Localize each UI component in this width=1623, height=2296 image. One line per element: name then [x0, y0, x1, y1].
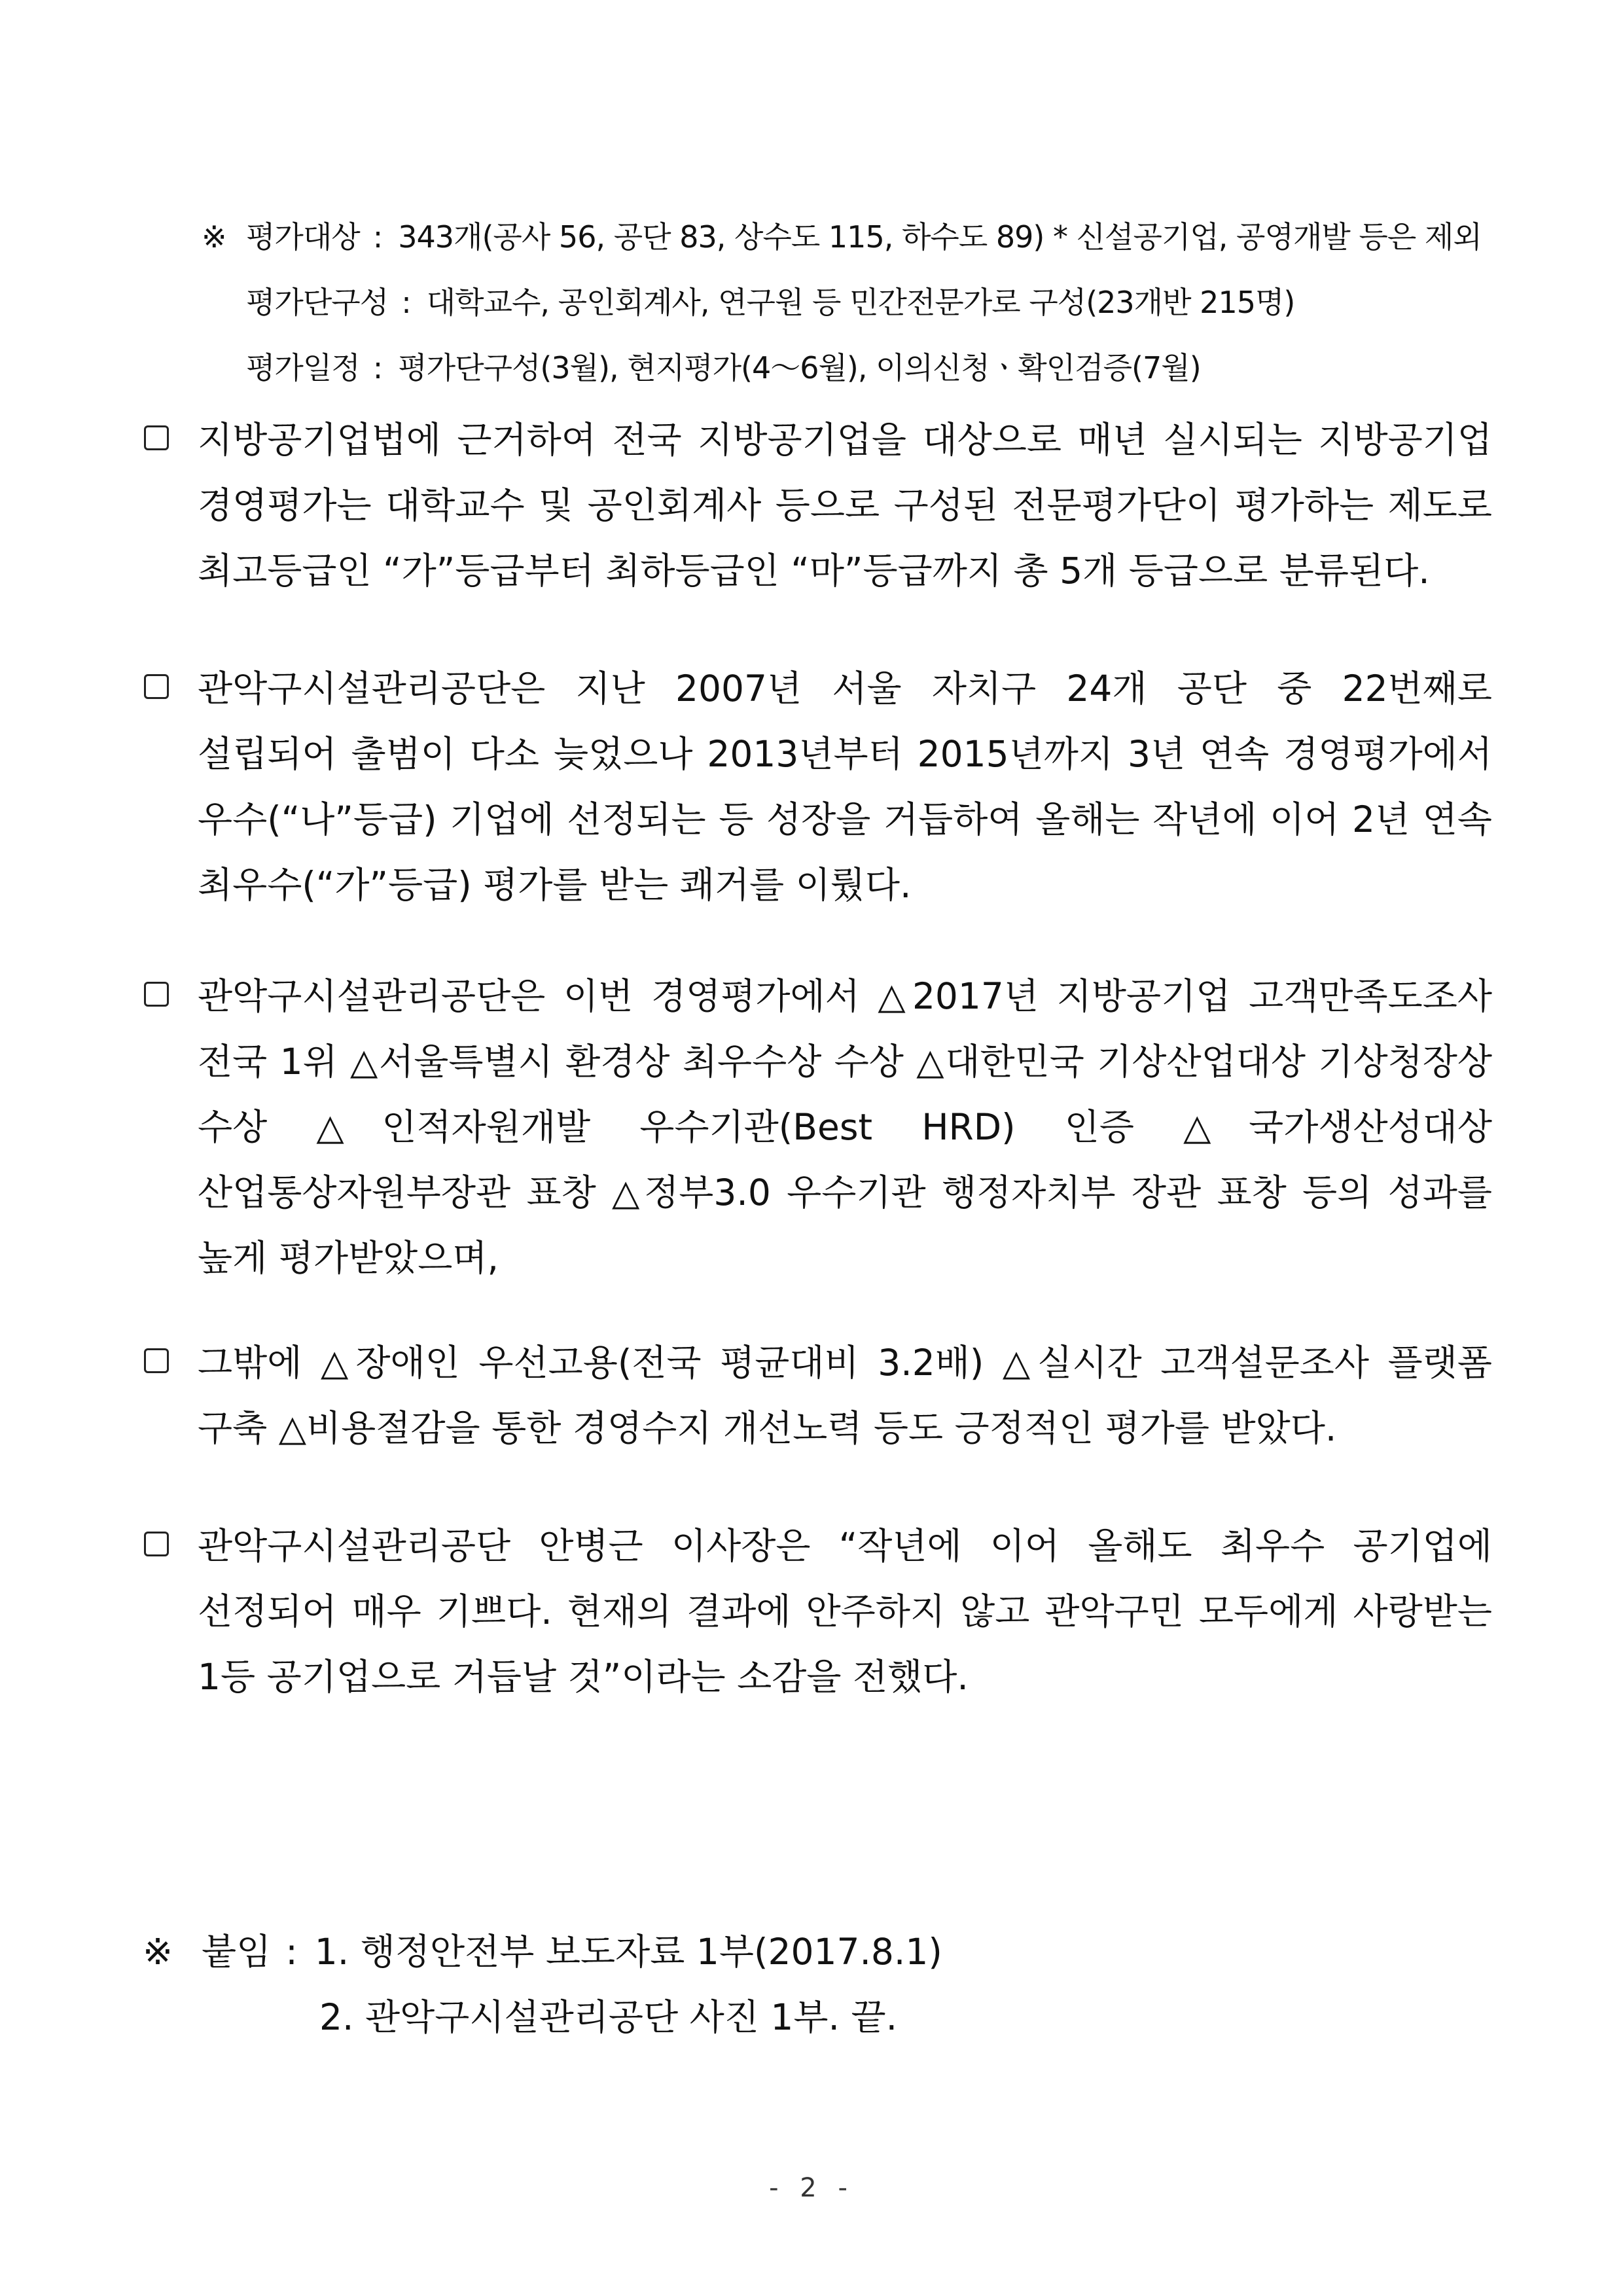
attachment-mark: ※ — [143, 1931, 173, 1973]
note-line-schedule — [202, 335, 1504, 401]
attachment-item: 2. 관악구시설관리공단 사진 1부. 끝. — [319, 1996, 898, 2038]
bullet-paragraph — [144, 407, 1492, 603]
attachment-indent — [143, 1984, 319, 2050]
note-value: 평가단구성(3월), 현지평가(4～6월), 이의신청ㆍ확인검증(7월) — [398, 350, 1201, 386]
checkbox-bullet-icon — [144, 425, 169, 450]
attachment-separator: : — [285, 1931, 298, 1973]
attachment-item: 1. 행정안전부 보도자료 1부(2017.8.1) — [314, 1931, 942, 1973]
checkbox-bullet-icon — [144, 1532, 169, 1556]
checkbox-bullet-icon — [144, 982, 169, 1007]
attachment-row — [143, 1919, 942, 1984]
note-mark: ※ — [202, 219, 226, 255]
note-line-target — [202, 204, 1504, 270]
note-mark-spacer — [202, 270, 246, 335]
bullet-paragraph — [144, 656, 1492, 918]
attachment-label: 붙임 — [202, 1931, 272, 1973]
note-separator: : — [372, 219, 383, 255]
note-label: 평가단구성 — [246, 285, 389, 320]
note-label: 평가대상 — [246, 219, 360, 255]
attachments — [143, 1919, 942, 2050]
paragraph-text: 지방공기업법에 근거하여 전국 지방공기업을 대상으로 매년 실시되는 지방공기업 경영평가는 대학교수 및 공인회계사 등으로 구성된 전문평가단이 평가하는 제도로 최고등급인 “가”등급부터 최하등급인 “마”등급까지 총 5개 등급으로 분류된다. — [198, 419, 1492, 592]
note-value: 대학교수, 공인회계사, 연구원 등 민간전문가로 구성(23개반 215명) — [426, 285, 1295, 320]
bullet-paragraph — [144, 963, 1492, 1291]
paragraph-text: 관악구시설관리공단은 이번 경영평가에서 △2017년 지방공기업 고객만족도조사 전국 1위 △서울특별시 환경상 최우수상 수상 △대한민국 기상산업대상 기상청장상 수상 △인적자원개발 우수기관(Best HRD) 인증 △국가생산성대상 산업통상자원부장관 표창 △정부3.0 우수기관 행정자치부 장관 표창 등의 성과를 높게 평가받았으며, — [198, 975, 1492, 1279]
note-value: 343개(공사 56, 공단 83, 상수도 115, 하수도 89) * 신설공기업, 공영개발 등은 제외 — [398, 219, 1482, 255]
note-mark-spacer — [202, 335, 246, 401]
checkbox-bullet-icon — [144, 674, 169, 699]
note-label: 평가일정 — [246, 350, 360, 386]
evaluation-note — [202, 204, 1504, 401]
checkbox-bullet-icon — [144, 1348, 169, 1373]
paragraph-text: 관악구시설관리공단은 지난 2007년 서울 자치구 24개 공단 중 22번째로 설립되어 출범이 다소 늦었으나 2013년부터 2015년까지 3년 연속 경영평가에서 우수(“나”등급) 기업에 선정되는 등 성장을 거듭하여 올해는 작년에 이어 2년 연속 최우수(“가”등급) 평가를 받는 쾌거를 이뤘다. — [198, 668, 1492, 906]
bullet-paragraph — [144, 1513, 1492, 1710]
paragraph-text: 관악구시설관리공단 안병근 이사장은 “작년에 이어 올해도 최우수 공기업에 선정되어 매우 기쁘다. 현재의 결과에 안주하지 않고 관악구민 모두에게 사랑받는 1등 공기업으로 거듭날 것”이라는 소감을 전했다. — [198, 1525, 1492, 1698]
note-separator: : — [372, 350, 383, 386]
page-number: - 2 - — [769, 2173, 854, 2203]
attachment-row — [143, 1984, 942, 2050]
note-separator: : — [401, 285, 411, 320]
note-line-panel — [202, 270, 1504, 335]
bullet-paragraph — [144, 1330, 1492, 1461]
paragraph-text: 그밖에 △장애인 우선고용(전국 평균대비 3.2배) △실시간 고객설문조사 플랫폼 구축 △비용절감을 통한 경영수지 개선노력 등도 긍정적인 평가를 받았다. — [198, 1342, 1492, 1449]
